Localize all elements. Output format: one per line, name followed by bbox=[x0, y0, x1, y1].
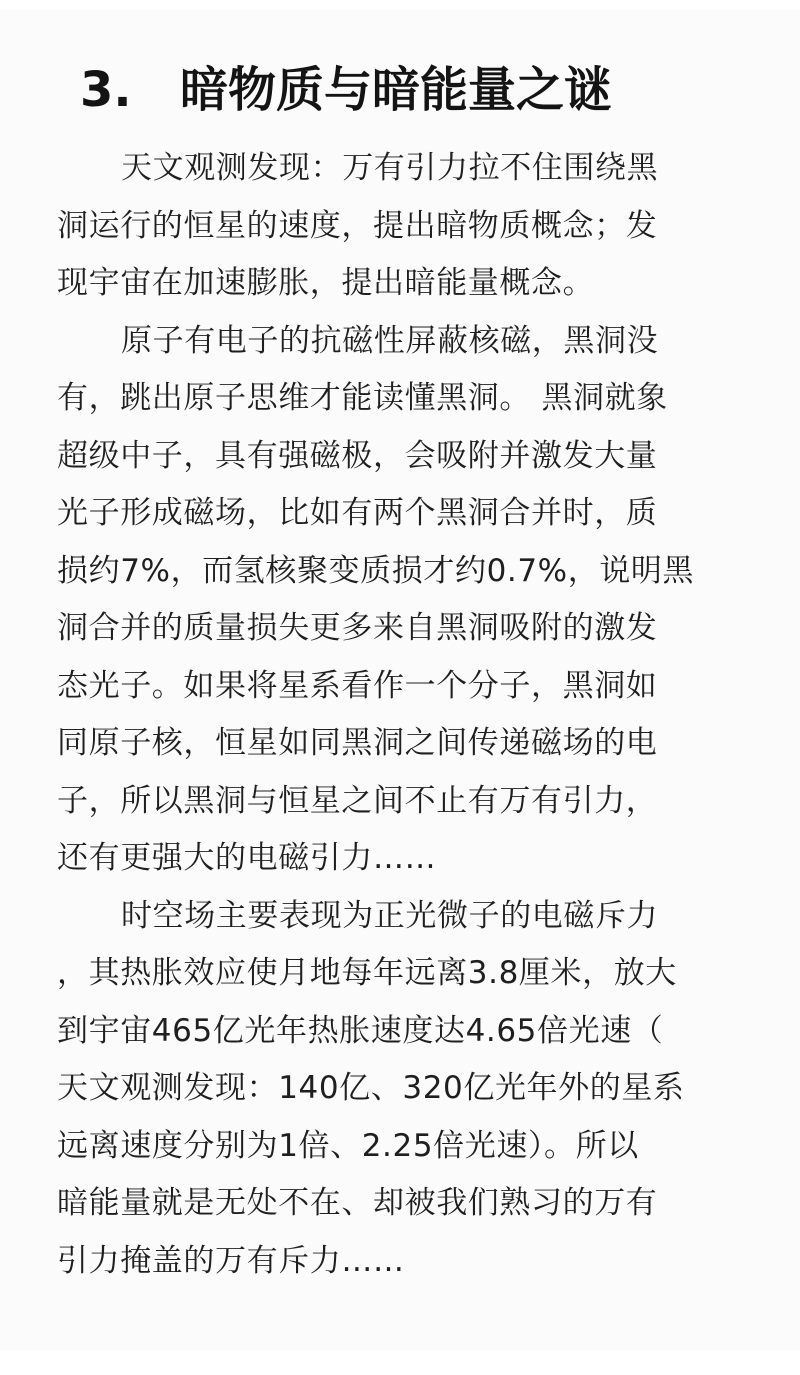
article-body bbox=[57, 140, 747, 1290]
paragraph-line: 子，所以黑洞与恒星之间不止有万有引力， bbox=[57, 782, 658, 819]
paragraph-observation bbox=[57, 140, 747, 313]
section-heading bbox=[80, 50, 612, 130]
paragraph-line: 洞运行的恒星的速度，提出暗物质概念；发 bbox=[57, 207, 658, 244]
paragraph-line: 光子形成磁场，比如有两个黑洞合并时，质 bbox=[57, 495, 658, 531]
paragraph-line: 引力掩盖的万有斥力…… bbox=[57, 1242, 405, 1279]
paragraph-black-hole bbox=[57, 313, 747, 888]
paragraph-line: 有，跳出原子思维才能读懂黑洞。 黑洞就象 bbox=[57, 380, 668, 416]
paragraph-line: 洞合并的质量损失更多来自黑洞吸附的激发 bbox=[57, 610, 658, 646]
paragraph-line: 超级中子，具有强磁极，会吸附并激发大量 bbox=[57, 437, 658, 474]
bottom-margin bbox=[0, 1350, 800, 1375]
paragraph-line: 现宇宙在加速膨胀，提出暗能量概念。 bbox=[57, 265, 595, 301]
paragraph-line: ，其热胀效应使月地每年远离3.8厘米，放大 bbox=[57, 955, 677, 991]
paragraph-line: 态光子。如果将星系看作一个分子，黑洞如 bbox=[57, 667, 658, 704]
paragraph-line: 时空场主要表现为正光微子的电磁斥力 bbox=[121, 897, 659, 934]
paragraph-line: 天文观测发现：140亿、320亿光年外的星系 bbox=[57, 1070, 685, 1106]
section-number: 3. bbox=[80, 62, 132, 118]
paragraph-line: 天文观测发现：万有引力拉不住围绕黑 bbox=[121, 150, 659, 186]
paragraph-line: 同原子核，恒星如同黑洞之间传递磁场的电 bbox=[57, 725, 658, 761]
section-title: 暗物质与暗能量之谜 bbox=[180, 62, 613, 118]
paragraph-line: 远离速度分别为1倍、2.25倍光速）。所以 bbox=[57, 1127, 639, 1164]
paragraph-dark-energy bbox=[57, 888, 747, 1291]
paragraph-line: 还有更强大的电磁引力…… bbox=[57, 840, 437, 876]
paragraph-line: 暗能量就是无处不在、却被我们熟习的万有 bbox=[57, 1185, 658, 1221]
paragraph-line: 原子有电子的抗磁性屏蔽核磁，黑洞没 bbox=[121, 322, 659, 359]
paragraph-line: 损约7%，而氢核聚变质损才约0.7%，说明黑 bbox=[57, 552, 695, 589]
paragraph-line: 到宇宙465亿光年热胀速度达4.65倍光速（ bbox=[57, 1012, 664, 1049]
